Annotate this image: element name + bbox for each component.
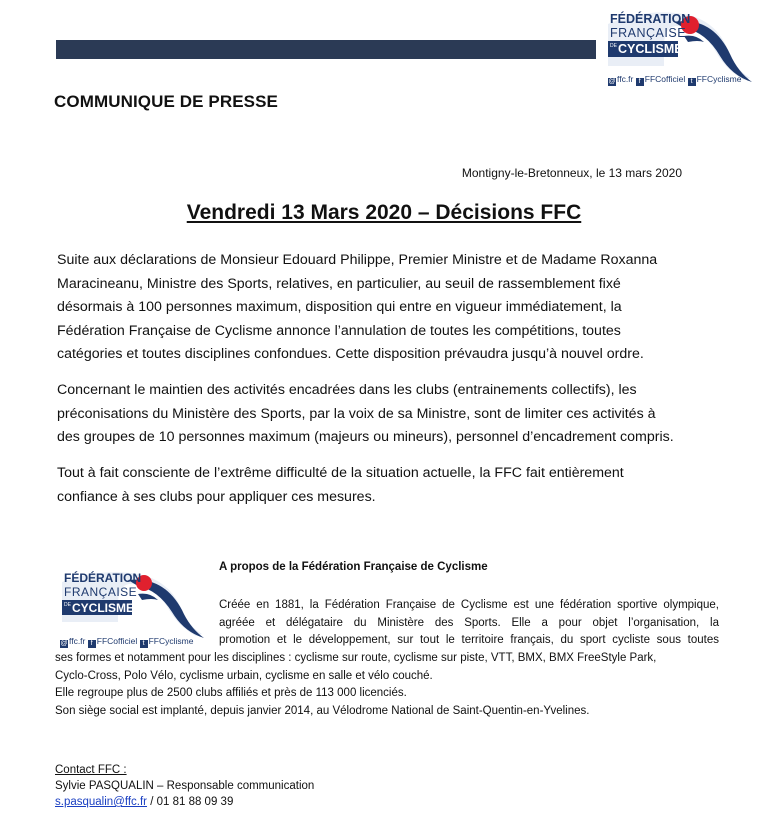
logo-social: @ffc.fr f FFCofficiel t FFCyclisme [608,74,742,85]
logo-line1: FÉDÉRATION [610,12,691,26]
dateline: Montigny-le-Bretonneux, le 13 mars 2020 [461,166,682,180]
logo-line1: FÉDÉRATION [64,571,142,585]
twitter-icon: t [688,78,696,86]
paragraph-1: Suite aux déclarations de Monsieur Edouard Philippe, Premier Ministre et de Madame Roxanna Maracineanu, Ministre des Sports, relatives, en particulier, au seuil de rassemblement fixé désormais à 100 personnes maximum, disposition qui entre en vigueur immédiatement, la Fédération Française de Cyclisme annonce l’annulation de toutes les compétitions, toutes catégories et toutes disciplines confondues. Cette disposition prévaudra jusqu’à nouvel ordre. [57,252,658,363]
logo-de: DE [610,43,617,49]
contact-block [55,762,314,810]
twitter-icon: t [140,640,148,648]
logo-line2: FRANÇAISE [64,585,138,599]
logo-line2: FRANÇAISE [610,26,687,40]
paragraph-3: Tout à fait consciente de l’extrême difficulté de la situation actuelle, la FFC fait entièrement confiance à ses clubs pour appliquer ces mesures. [57,465,624,505]
about-indented: Créée en 1881, la Fédération Française de Cyclisme est une fédération sportive olympique, agréée et délégataire du Ministère des Sports. Elle a pour objet l’organisation, la promotion et le développement, sur tout le territoire français, du sport cycliste sous toutes [219,599,719,647]
paragraph-2: Concernant le maintien des activités encadrées dans les clubs (entrainements collectifs), les préconisations du Ministère des Sports, par la voix de sa Ministre, sont de limiter ces activités à des groupes de 10 personnes maximum (majeurs ou mineurs), personnel d’encadrement compris. [57,382,674,446]
logo-line3: CYCLISME [72,601,135,615]
about-title: A propos de la Fédération Française de Cyclisme [219,561,488,573]
document-type: COMMUNIQUE DE PRESSE [54,92,278,111]
logo-line3: CYCLISME [618,42,683,56]
logo-de: DE [64,602,71,608]
logo-social: @ffc.fr f FFCofficiel t FFCyclisme [60,636,194,647]
contact-line [55,794,314,810]
about-full: ses formes et notamment pour les disciplines : cyclisme sur route, cyclisme sur piste, VTT, BMX, BMX FreeStyle Park, Cyclo-Cross, Polo Vélo, cyclisme urbain, cyclisme en salle et vélo couché. Elle regroupe plus de 2500 clubs affiliés et près de 113 000 licenciés. Son siège social est implanté, depuis janvier 2014, au Vélodrome National de Saint-Quentin-en-Yvelines. [55,652,657,717]
header-band [56,40,596,59]
contact-heading: Contact FFC : [55,764,127,776]
facebook-icon: f [88,640,96,648]
ffc-logo [604,6,754,98]
headline: Vendredi 13 Mars 2020 – Décisions FFC [186,201,582,224]
contact-name: Sylvie PASQUALIN – Responsable communication [55,780,315,792]
facebook-icon: f [636,78,644,86]
globe-icon: @ [60,640,68,647]
contact-email-link[interactable]: s.pasqualin@ffc.fr [55,796,148,808]
contact-phone: / 01 81 88 09 39 [147,796,234,808]
ffc-logo-small [58,566,208,650]
globe-icon: @ [608,78,616,85]
